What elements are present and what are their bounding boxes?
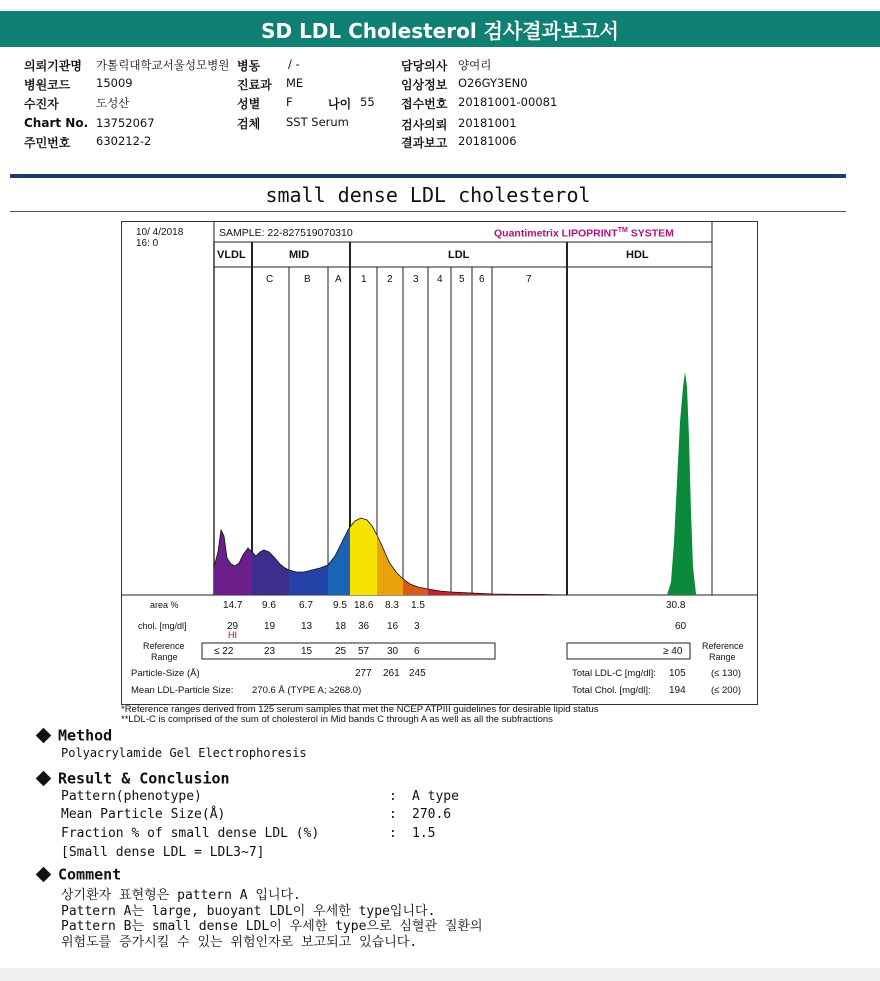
value-resident-no: 630212-2 <box>96 134 152 148</box>
ref-ldl1: 57 <box>358 646 370 657</box>
report-time: 16: 0 <box>136 238 159 249</box>
label-sex: 성별 <box>237 97 261 111</box>
area-ldl1: 18.6 <box>354 600 374 611</box>
value-specimen: SST Serum <box>286 115 349 129</box>
area-mid-b: 6.7 <box>299 600 313 611</box>
value-hospital-code: 15009 <box>96 76 133 90</box>
label-resident-no: 주민번호 <box>24 136 71 150</box>
particle-size-label: Particle-Size (Å) <box>131 668 200 679</box>
label-result-report: 결과보고 <box>401 136 448 150</box>
diamond-bullet-icon <box>36 771 52 787</box>
ref-right-label-1: Reference <box>702 641 744 651</box>
area-ldl2: 8.3 <box>385 600 399 611</box>
result-value-size: 270.6 <box>412 807 452 822</box>
band-4: 4 <box>437 274 443 285</box>
band-a: A <box>335 274 342 285</box>
footnote-reference: *Reference ranges derived from 125 serum samples that met the NCEP ATPIII guidelines for desirable lipid status <box>121 704 599 715</box>
area-hdl: 30.8 <box>666 600 686 611</box>
value-clinical-info: O26GY3EN0 <box>458 76 528 90</box>
result-label-size: Mean Particle Size(Å) <box>61 807 226 822</box>
ref-mid-b: 15 <box>301 646 313 657</box>
label-chart-no: Chart No. <box>24 116 89 130</box>
comment-section <box>38 864 121 884</box>
value-doctor: 양여리 <box>458 58 492 72</box>
ref-hdl: ≥ 40 <box>663 646 683 657</box>
value-receipt-no: 20181001-00081 <box>458 95 558 109</box>
particle-size-ldl1: 277 <box>355 668 372 679</box>
comment-line-3: Pattern B는 small dense LDL이 우세한 type으로 심혈관 질환의 <box>61 919 483 934</box>
result-label-fraction: Fraction % of small dense LDL (%) <box>61 826 320 841</box>
mean-particle-value: 270.6 Å (TYPE A; ≥268.0) <box>252 685 362 696</box>
label-ward: 병동 <box>237 59 261 73</box>
label-requester: 의뢰기관명 <box>24 59 82 73</box>
chol-mid-b: 13 <box>301 621 313 632</box>
total-ldl-value: 105 <box>669 668 686 679</box>
bottom-band <box>0 968 880 981</box>
result-heading: Result & Conclusion <box>58 769 230 788</box>
group-ldl: LDL <box>448 249 470 261</box>
chol-vldl: 29 <box>227 621 239 632</box>
comment-line-1: 상기환자 표현형은 pattern A 입니다. <box>61 888 301 903</box>
reference-range-box <box>202 643 495 659</box>
result-colon-size: : <box>389 807 397 822</box>
total-chol-label: Total Chol. [mg/dl]: <box>572 685 651 696</box>
chol-ldl2: 16 <box>387 621 399 632</box>
band-c: C <box>266 274 274 285</box>
label-hospital-code: 병원코드 <box>24 78 71 92</box>
ref-ldl2: 30 <box>387 646 399 657</box>
particle-size-ldl2: 261 <box>383 668 400 679</box>
result-value-fraction: 1.5 <box>412 826 436 841</box>
sample-id: SAMPLE: 22-827519070310 <box>219 227 353 239</box>
result-note: [Small dense LDL = LDL3~7] <box>61 845 265 860</box>
result-value-pattern: A type <box>412 789 459 804</box>
area-mid-c: 9.6 <box>262 600 276 611</box>
result-label-pattern: Pattern(phenotype) <box>61 789 202 804</box>
row-label-area: area % <box>150 600 179 610</box>
row-label-chol: chol. [mg/dl] <box>138 621 187 631</box>
value-chart-no: 13752067 <box>96 116 155 130</box>
ref-mid-c: 23 <box>264 646 276 657</box>
group-mid: MID <box>289 249 310 261</box>
value-sex: F <box>286 95 293 109</box>
value-age: 55 <box>360 95 375 109</box>
group-vldl: VLDL <box>217 249 246 261</box>
area-mid-a: 9.5 <box>333 600 347 611</box>
band-5: 5 <box>459 274 465 285</box>
row-label-reference: Reference <box>143 641 185 651</box>
top-border <box>0 0 880 10</box>
total-ldl-label: Total LDL-C [mg/dl]: <box>572 668 656 679</box>
curve-hdl <box>667 372 698 595</box>
label-test-request: 검사의뢰 <box>401 118 448 132</box>
chol-ldl3: 3 <box>414 621 420 632</box>
value-patient: 도성산 <box>96 96 130 110</box>
band-b: B <box>304 274 311 285</box>
chol-ldl1: 36 <box>358 621 370 632</box>
chol-hdl: 60 <box>675 621 687 632</box>
mean-particle-label: Mean LDL-Particle Size: <box>131 685 234 696</box>
brand-logo <box>494 227 674 240</box>
label-specimen: 검체 <box>237 117 261 131</box>
footnote-ldl: **LDL-C is comprised of the sum of cholesterol in Mid bands C through A as well as all the subfractions <box>121 714 553 725</box>
method-heading: Method <box>58 726 113 745</box>
divider-thick <box>10 174 846 178</box>
curve-mid-b <box>289 565 328 595</box>
total-ldl-ref: (≤ 130) <box>711 668 742 679</box>
total-chol-ref: (≤ 200) <box>711 685 742 696</box>
ref-vldl: ≤ 22 <box>214 646 234 657</box>
ref-right-label-2: Range <box>709 652 736 662</box>
diamond-bullet-icon <box>36 867 52 883</box>
chol-mid-c: 19 <box>264 621 276 632</box>
lipoprint-report <box>121 221 758 705</box>
band-3: 3 <box>413 274 419 285</box>
result-colon-pattern: : <box>389 789 397 804</box>
band-7: 7 <box>526 274 532 285</box>
value-ward: / - <box>288 57 300 71</box>
brand-name: Quantimetrix LIPOPRINT <box>494 227 618 240</box>
particle-size-ldl3: 245 <box>409 668 426 679</box>
brand-system: SYSTEM <box>630 227 674 240</box>
label-doctor: 담당의사 <box>401 59 448 73</box>
brand-tm: TM <box>617 227 628 234</box>
report-date: 10/ 4/2018 <box>136 227 184 238</box>
method-text: Polyacrylamide Gel Electrophoresis <box>61 746 307 760</box>
area-vldl: 14.7 <box>223 600 243 611</box>
area-ldl3: 1.5 <box>411 600 425 611</box>
method-section <box>38 725 112 745</box>
comment-heading: Comment <box>58 865 122 884</box>
value-department: ME <box>286 76 304 90</box>
label-age: 나이 <box>328 97 352 111</box>
label-receipt-no: 접수번호 <box>401 97 448 111</box>
value-test-request: 20181001 <box>458 116 517 130</box>
row-label-range: Range <box>151 652 178 662</box>
ref-mid-a: 25 <box>335 646 347 657</box>
ref-ldl3: 6 <box>414 646 420 657</box>
group-hdl: HDL <box>626 249 649 261</box>
curve-ldl1 <box>350 518 377 595</box>
result-section <box>38 768 230 788</box>
curve-mid-c <box>252 550 289 595</box>
section-subtitle: small dense LDL cholesterol <box>265 183 591 207</box>
label-patient: 수진자 <box>24 97 59 111</box>
hi-flag: HI <box>228 630 237 640</box>
report-title: SD LDL Cholesterol 검사결과보고서 <box>0 11 880 47</box>
chol-mid-a: 18 <box>335 621 347 632</box>
band-2: 2 <box>387 274 393 285</box>
label-clinical-info: 임상정보 <box>401 78 448 92</box>
electropherogram <box>122 222 757 704</box>
value-result-report: 20181006 <box>458 134 517 148</box>
comment-line-4: 위험도를 증가시킬 수 있는 위험인자로 보고되고 있습니다. <box>61 935 418 950</box>
divider-thin <box>10 211 846 212</box>
band-1: 1 <box>361 274 367 285</box>
value-requester: 가톨릭대학교서울성모병원 <box>96 58 230 72</box>
band-6: 6 <box>479 274 485 285</box>
comment-line-2: Pattern A는 large, buoyant LDL이 우세한 type입니다. <box>61 904 436 919</box>
label-department: 진료과 <box>237 78 272 92</box>
result-colon-fraction: : <box>389 826 397 841</box>
total-chol-value: 194 <box>669 685 686 696</box>
diamond-bullet-icon <box>36 728 52 744</box>
